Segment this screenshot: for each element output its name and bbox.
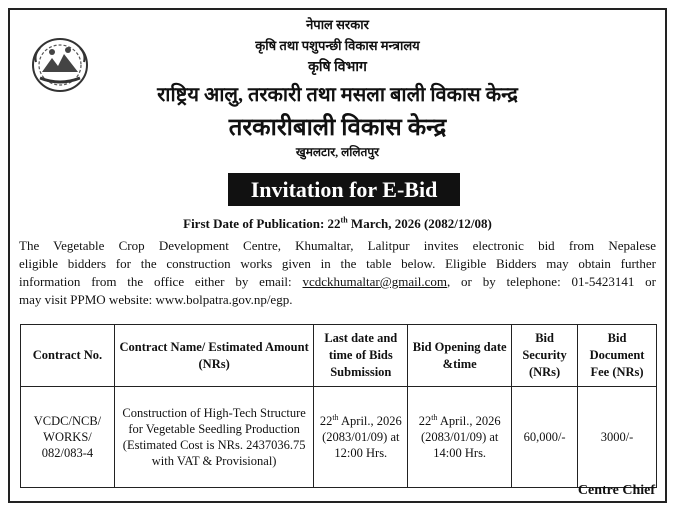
intro-line: may visit PPMO website: www.bolpatra.gov.np/egp.	[19, 292, 293, 307]
cell-contract-no: VCDC/NCB/ WORKS/ 082/083-4	[21, 387, 115, 488]
bid-notice	[8, 8, 667, 503]
header-line-national-centre: राष्ट्रिय आलु, तरकारी तथा मसला बाली विकास केन्द्र	[157, 84, 518, 106]
header-line-centre-name: तरकारीबाली विकास केन्द्र	[228, 115, 447, 141]
intro-line: The Vegetable Crop Development Centre, Khumaltar, Lalitpur invites electronic bid from Nepalese	[19, 238, 656, 253]
intro-line	[19, 273, 656, 291]
table-header-row	[21, 325, 657, 387]
last-date-rest: April., 2026 (2083/01/09) at 12:00 Hrs.	[322, 414, 402, 460]
signature: Centre Chief	[577, 483, 655, 498]
last-date-day: 22	[319, 414, 333, 428]
header-last-date: Last date and time of Bids Submission	[314, 325, 408, 387]
header-line-department: कृषि विभाग	[308, 60, 367, 75]
email-link[interactable]: vcdckhumaltar@gmail.com	[302, 274, 447, 289]
intro-paragraph	[19, 237, 656, 309]
intro-line: eligible bidders for the construction works given in the table below. Eligible Bidders may obtain further	[19, 256, 656, 271]
notice-title: Invitation for E-Bid	[228, 173, 460, 206]
header-contract-no: Contract No.	[21, 325, 115, 387]
opening-rest: April., 2026 (2083/01/09) at 14:00 Hrs.	[420, 414, 501, 460]
opening-sup: th	[431, 412, 438, 422]
publication-prefix: First Date of Publication: 22	[183, 216, 341, 231]
publication-sup: th	[340, 215, 348, 225]
publication-suffix: March, 2026 (2082/12/08)	[347, 216, 492, 231]
header-line-ministry: कृषि तथा पशुपन्छी विकास मन्त्रालय	[255, 38, 420, 53]
header-security: Bid Security (NRs)	[512, 325, 578, 387]
cell-opening	[408, 387, 512, 488]
opening-day: 22	[418, 414, 432, 428]
header-line-address: खुमलटार, ललितपुर	[295, 145, 380, 159]
cell-security: 60,000/-	[512, 387, 578, 488]
publication-date	[10, 216, 665, 232]
cell-contract-name: Construction of High-Tech Structure for Vegetable Seedling Production (Estimated Cost is NRs. 2437036.75 with VAT & Provisional)	[114, 387, 313, 488]
intro-line3-pre: information from the office either by email:	[19, 274, 303, 289]
last-date-sup: th	[332, 412, 339, 422]
header-fee: Bid Document Fee (NRs)	[578, 325, 657, 387]
header-contract-name: Contract Name/ Estimated Amount (NRs)	[114, 325, 313, 387]
header-line-government: नेपाल सरकार	[306, 17, 369, 32]
table-row	[21, 387, 657, 488]
cell-last-date	[314, 387, 408, 488]
cell-fee: 3000/-	[578, 387, 657, 488]
header-opening: Bid Opening date &time	[408, 325, 512, 387]
bid-table	[20, 324, 657, 488]
intro-line3-post: , or by telephone: 01-5423141 or	[446, 274, 656, 289]
